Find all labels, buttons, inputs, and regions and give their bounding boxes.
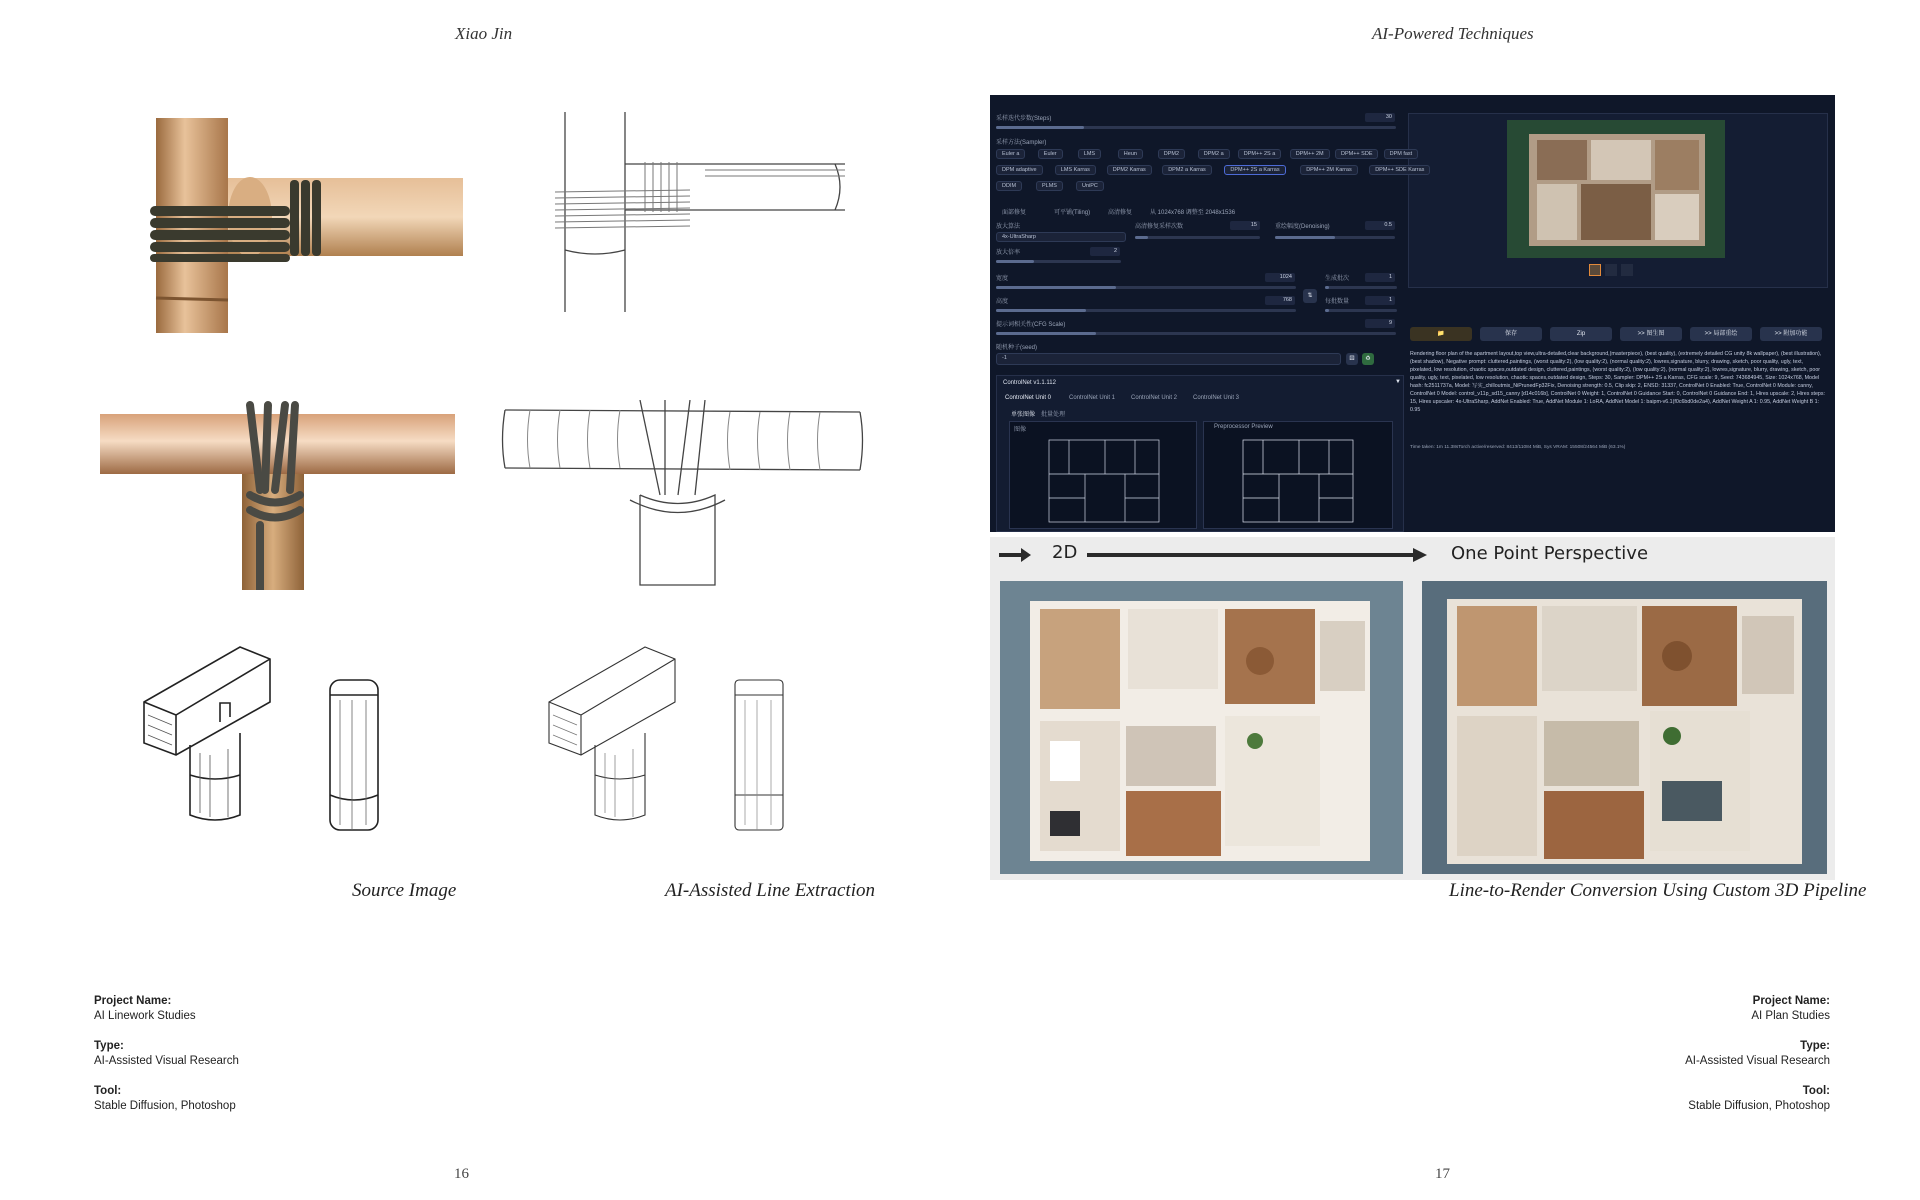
gallery-thumb[interactable] [1621,264,1633,276]
controlnet-title: ControlNet v1.1.112 [1003,380,1056,386]
sampler-option[interactable]: DDIM [996,181,1022,191]
swap-dimensions-button[interactable]: ⇅ [1303,289,1317,303]
sampler-option[interactable]: Euler [1038,149,1063,159]
canny-preview [1239,434,1359,528]
steps-slider[interactable] [996,126,1396,129]
send-img2img-button[interactable]: >> 图生图 [1620,327,1682,341]
joint-sketch-source [140,645,470,840]
generation-info: Rendering floor plan of the apartment layout,top view,ultra-detailed,clear background,(masterpiece), (best quality), (extremely detailed CG unity 8k wallpaper), (best illustration), (best shadow), Negative prompt: cluttered,paintings, (worst quality:2), (low quality:2), (normal quality:2), lowres,signature, blurry, drawing, sketch, poor quality, ugly, text, pixelated, low resolution, chaotic spaces,outdated design, cluttered,paintings, (worst quality:2), (low quality:2), (normal quality:2), lowres,signature, blurry, drawing, sketch, poor quality, ugly, text, pixelated, low resolution, chaotic spaces,outdated design, Steps: 30, Sampler: DPM++ 2S a Karras, CFG scale: 9, Seed: 743684945, Size: 1024x768, Model hash: fc2511737a, Model: 写实_chilloutmix_NiPrunedFp32Fix, Denoising strength: 0.5, Clip skip: 2, ENSD: 31337, ControlNet 0 Enabled: True, ControlNet 0 Module: canny, ControlNet 0 Model: control_v11p_sd15_canny [d14c016b], ControlNet 0 Weight: 1, ControlNet 0 Guidance Start: 0, ControlNet 0 Guidance End: 1, Hires upscale: 2, Hires steps: 15, Hires upscaler: 4x-UltraSharp, AddNet Enabled: True, AddNet Module 1: LoRA, AddNet Model 1: baipm-v6.1(f0c6bd0de2a4), AddNet Weight A 1: 0.95, AddNet Weight B 1: 0.95 [1410,351,1825,413]
bamboo-photo-2 [100,400,455,590]
hires-steps-value[interactable]: 15 [1230,221,1260,230]
gallery-thumb[interactable] [1605,264,1617,276]
meta-label: Type: [94,1040,124,1052]
tab-single-image[interactable]: 单张图像 [1011,412,1036,418]
preview-label: Preprocessor Preview [1214,424,1273,430]
input-image-box[interactable] [1009,421,1197,529]
send-extras-button[interactable]: >> 附加功能 [1760,327,1822,341]
sampler-option[interactable]: DPM adaptive [996,165,1043,175]
height-value[interactable]: 768 [1265,296,1295,305]
batch-size-value[interactable]: 1 [1365,296,1395,305]
save-button[interactable]: 保存 [1480,327,1542,341]
steps-label: 采样迭代步数(Steps) [996,116,1052,122]
sampler-option[interactable]: DPM++ SDE [1335,149,1378,159]
checkbox-face-restore[interactable]: 面部修复 [1002,210,1027,216]
batch-count-value[interactable]: 1 [1365,273,1395,282]
running-head-right: AI-Powered Techniques [1372,24,1534,43]
meta-value: Stable Diffusion, Photoshop [94,1100,236,1112]
hires-steps-slider[interactable] [1135,236,1260,239]
gallery-thumb-selected[interactable] [1589,264,1601,276]
page-number-right: 17 [1435,1166,1450,1182]
line-drawing-1 [555,112,845,312]
upscaler-select[interactable]: 4x-UltraSharp [996,232,1126,242]
controlnet-panel [996,375,1404,532]
scale-slider[interactable] [996,260,1121,263]
image-label: 图像 [1014,427,1027,433]
sampler-option[interactable]: DPM2 [1158,149,1185,159]
meta-value: AI Linework Studies [94,1010,196,1022]
meta-label: Tool: [94,1085,122,1097]
running-head-left: Xiao Jin [455,24,513,43]
sampler-option[interactable]: LMS Karras [1055,165,1096,175]
send-inpaint-button[interactable]: >> 局部重绘 [1690,327,1752,341]
meta-label: Project Name: [94,995,172,1007]
sampler-option[interactable]: DPM2 a Karras [1162,165,1212,175]
sampler-option[interactable]: LMS [1078,149,1101,159]
scale-value[interactable]: 2 [1090,247,1120,256]
render-thumbnail[interactable] [1507,120,1725,258]
cfg-label: 提示词相关性(CFG Scale) [996,322,1066,328]
tab-controlnet-unit-0[interactable]: ControlNet Unit 0 [1005,395,1052,401]
project-meta-right [1535,994,1830,1129]
render-2d-plan [1000,581,1403,874]
line-drawing-2 [500,400,865,590]
floorplan-lineart [1045,434,1165,528]
resize-note: 从 1024x768 调整至 2048x1536 [1150,210,1236,216]
project-meta-left [94,994,394,1129]
batch-size-label: 每批数量 [1325,299,1350,305]
upscaler-label: 放大算法 [996,224,1021,230]
denoise-label: 重绘幅度(Denoising) [1275,224,1330,230]
meta-label: Project Name: [1752,995,1830,1007]
hires-steps-label: 高清修复采样次数 [1135,224,1184,230]
seed-input[interactable]: -1 [996,353,1341,365]
meta-value: AI Plan Studies [1751,1010,1830,1022]
denoise-value[interactable]: 0.5 [1365,221,1395,230]
meta-label: Tool: [1802,1085,1830,1097]
sampler-option[interactable]: DPM++ SDE Karras [1369,165,1430,175]
recycle-icon[interactable]: ♻ [1362,353,1374,365]
sd-webui-screenshot [990,95,1835,532]
dice-icon[interactable]: ⚄ [1346,353,1358,365]
height-label: 高度 [996,299,1009,305]
width-slider[interactable] [996,286,1296,289]
cfg-slider[interactable] [996,332,1396,335]
label-one-point-perspective: One Point Perspective [1451,543,1649,564]
meta-value: Stable Diffusion, Photoshop [1688,1100,1830,1112]
sampler-option[interactable]: DPM++ 2S a [1238,149,1282,159]
bamboo-photo-1 [150,118,463,333]
width-label: 宽度 [996,276,1009,282]
batch-size-slider[interactable] [1325,309,1397,312]
time-taken: Time taken: 1m 11.38sTorch active/reserved: 8413/11084 MiB, Sys VRAM: 15508/24564 MiB (63.1%) [1410,445,1626,450]
page-number-left: 16 [454,1166,469,1182]
caption-source-image: Source Image [352,880,457,901]
meta-value: AI-Assisted Visual Research [1685,1055,1830,1067]
label-2d: 2D [1052,542,1078,563]
tab-controlnet-unit-2[interactable]: ControlNet Unit 2 [1131,395,1178,401]
open-folder-button[interactable]: 📁 [1410,327,1472,341]
tab-controlnet-unit-3[interactable]: ControlNet Unit 3 [1193,395,1240,401]
seed-label: 随机种子(seed) [996,345,1038,351]
zip-button[interactable]: Zip [1550,327,1612,341]
collapse-icon[interactable]: ▼ [1395,379,1401,385]
render-one-point-perspective [1422,581,1827,874]
sampler-option[interactable]: DPM2 a [1198,149,1230,159]
batch-count-label: 生成批次 [1325,276,1350,282]
cfg-value[interactable]: 9 [1365,319,1395,328]
sampler-label: 采样方法(Sampler) [996,140,1047,146]
checkbox-tiling[interactable]: 可平铺(Tiling) [1054,210,1091,216]
sampler-option[interactable]: DPM++ 2M [1290,149,1330,159]
process-arrows [995,541,1835,571]
joint-sketch-extracted [545,645,805,840]
sampler-option[interactable]: DPM++ 2S a Karras [1224,165,1285,175]
caption-line-to-render: Line-to-Render Conversion Using Custom 3D Pipeline [1449,880,1867,901]
tab-batch[interactable]: 批量处理 [1041,412,1066,418]
sampler-option[interactable]: DPM fast [1384,149,1419,159]
meta-value: AI-Assisted Visual Research [94,1055,239,1067]
width-value[interactable]: 1024 [1265,273,1295,282]
meta-label: Type: [1800,1040,1830,1052]
sampler-option[interactable]: UniPC [1076,181,1104,191]
sampler-option[interactable]: Heun [1118,149,1143,159]
output-gallery [1408,113,1828,288]
batch-count-slider[interactable] [1325,286,1397,289]
scale-label: 放大倍率 [996,250,1021,256]
sampler-option[interactable]: DPM++ 2M Karras [1300,165,1358,175]
sampler-option[interactable]: PLMS [1036,181,1063,191]
checkbox-hires-fix[interactable]: 高清修复 [1108,210,1133,216]
sampler-option[interactable]: Euler a [996,149,1025,159]
height-slider[interactable] [996,309,1296,312]
tab-controlnet-unit-1[interactable]: ControlNet Unit 1 [1069,395,1116,401]
sampler-option[interactable]: DPM2 Karras [1107,165,1152,175]
denoise-slider[interactable] [1275,236,1395,239]
steps-value[interactable]: 30 [1365,113,1395,122]
caption-line-extraction: AI-Assisted Line Extraction [665,880,876,901]
preprocessor-preview-box [1203,421,1393,529]
